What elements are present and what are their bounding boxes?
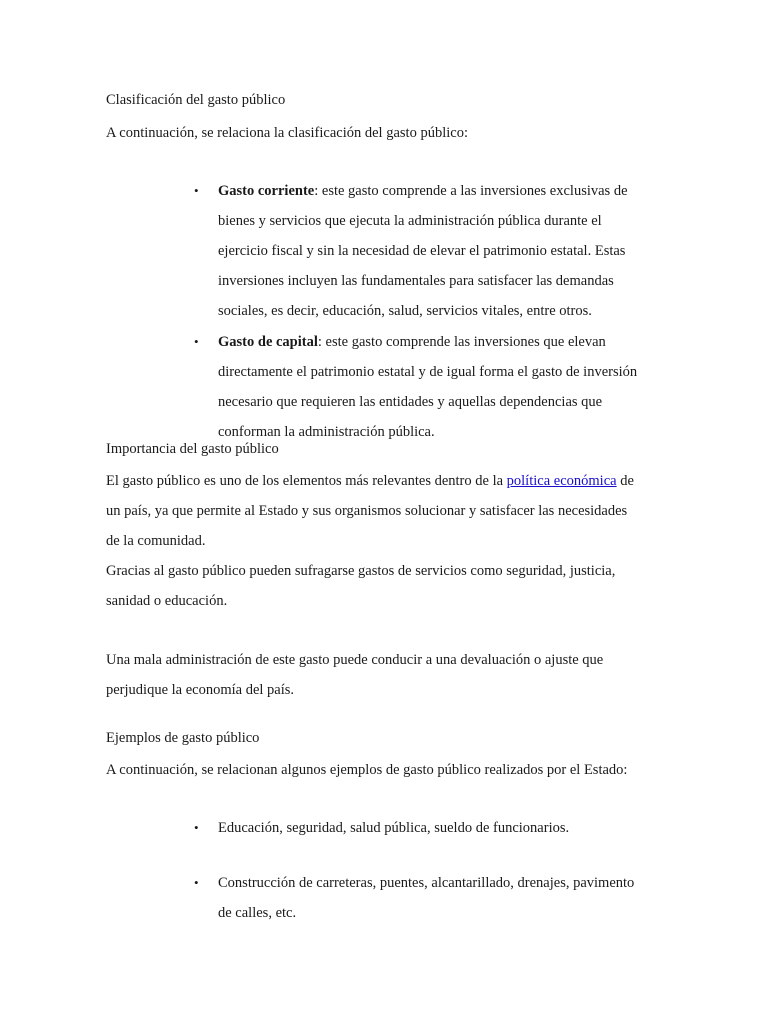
item-line: : este gasto comprende las inversiones que elevan [317, 334, 606, 350]
section-intro-ejemplos: A continuación, se relacionan algunos ejemplos de gasto público realizados por el Estado: [106, 762, 628, 778]
bullet-ejemplo-1: • [194, 820, 199, 835]
paragraph-line: de la comunidad. [106, 533, 206, 549]
section-heading-clasificacion: Clasificación del gasto público [106, 92, 286, 108]
item-line: necesario que requieren las entidades y aquellas dependencias que [218, 394, 603, 410]
list-item-gasto-capital [218, 327, 637, 447]
link-politica-economica[interactable]: política económica [506, 473, 617, 489]
item-line: Construcción de carreteras, puentes, alcantarillado, drenajes, pavimento [218, 875, 635, 891]
bullet-ejemplo-2: • [194, 875, 199, 890]
item-line: : este gasto comprende a las inversiones exclusivas de [314, 183, 628, 199]
section-heading-ejemplos: Ejemplos de gasto público [106, 730, 260, 746]
item-line: directamente el patrimonio estatal y de igual forma el gasto de inversión [218, 364, 638, 380]
section-intro-clasificacion: A continuación, se relaciona la clasificación del gasto público: [106, 125, 468, 141]
section-heading-importancia: Importancia del gasto público [106, 441, 279, 457]
paragraph-text: El gasto público es uno de los elementos más relevantes dentro de la [106, 473, 507, 489]
paragraph-mala-administracion [106, 645, 603, 705]
item-first-line [218, 176, 628, 206]
paragraph-line: sanidad o educación. [106, 593, 228, 609]
paragraph-importancia [106, 466, 634, 616]
paragraph-text: de [616, 473, 634, 489]
item-term: Gasto corriente [218, 183, 315, 199]
item-line: ejercicio fiscal y sin la necesidad de elevar el patrimonio estatal. Estas [218, 243, 626, 259]
bullet-gasto-capital: • [194, 334, 199, 349]
item-line: Educación, seguridad, salud pública, sueldo de funcionarios. [218, 820, 570, 836]
paragraph-line: un país, ya que permite al Estado y sus organismos solucionar y satisfacer las necesidades [106, 503, 628, 519]
paragraph-line: Gracias al gasto público pueden sufragarse gastos de servicios como seguridad, justicia, [106, 563, 616, 579]
item-first-line [218, 327, 637, 357]
paragraph-first-line [106, 466, 634, 496]
item-line: conforman la administración pública. [218, 424, 435, 440]
item-line: bienes y servicios que ejecuta la administración pública durante el [218, 213, 602, 229]
list-item-gasto-corriente [218, 176, 628, 326]
list-item-ejemplo-1 [218, 813, 569, 843]
item-term: Gasto de capital [218, 334, 318, 350]
list-item-ejemplo-2 [218, 868, 634, 928]
item-line: sociales, es decir, educación, salud, servicios vitales, entre otros. [218, 303, 592, 319]
paragraph-line: perjudique la economía del país. [106, 682, 295, 698]
paragraph-line: Una mala administración de este gasto puede conducir a una devaluación o ajuste que [106, 652, 604, 668]
item-line: de calles, etc. [218, 905, 297, 921]
item-line: inversiones incluyen las fundamentales para satisfacer las demandas [218, 273, 614, 289]
bullet-gasto-corriente: • [194, 183, 199, 198]
